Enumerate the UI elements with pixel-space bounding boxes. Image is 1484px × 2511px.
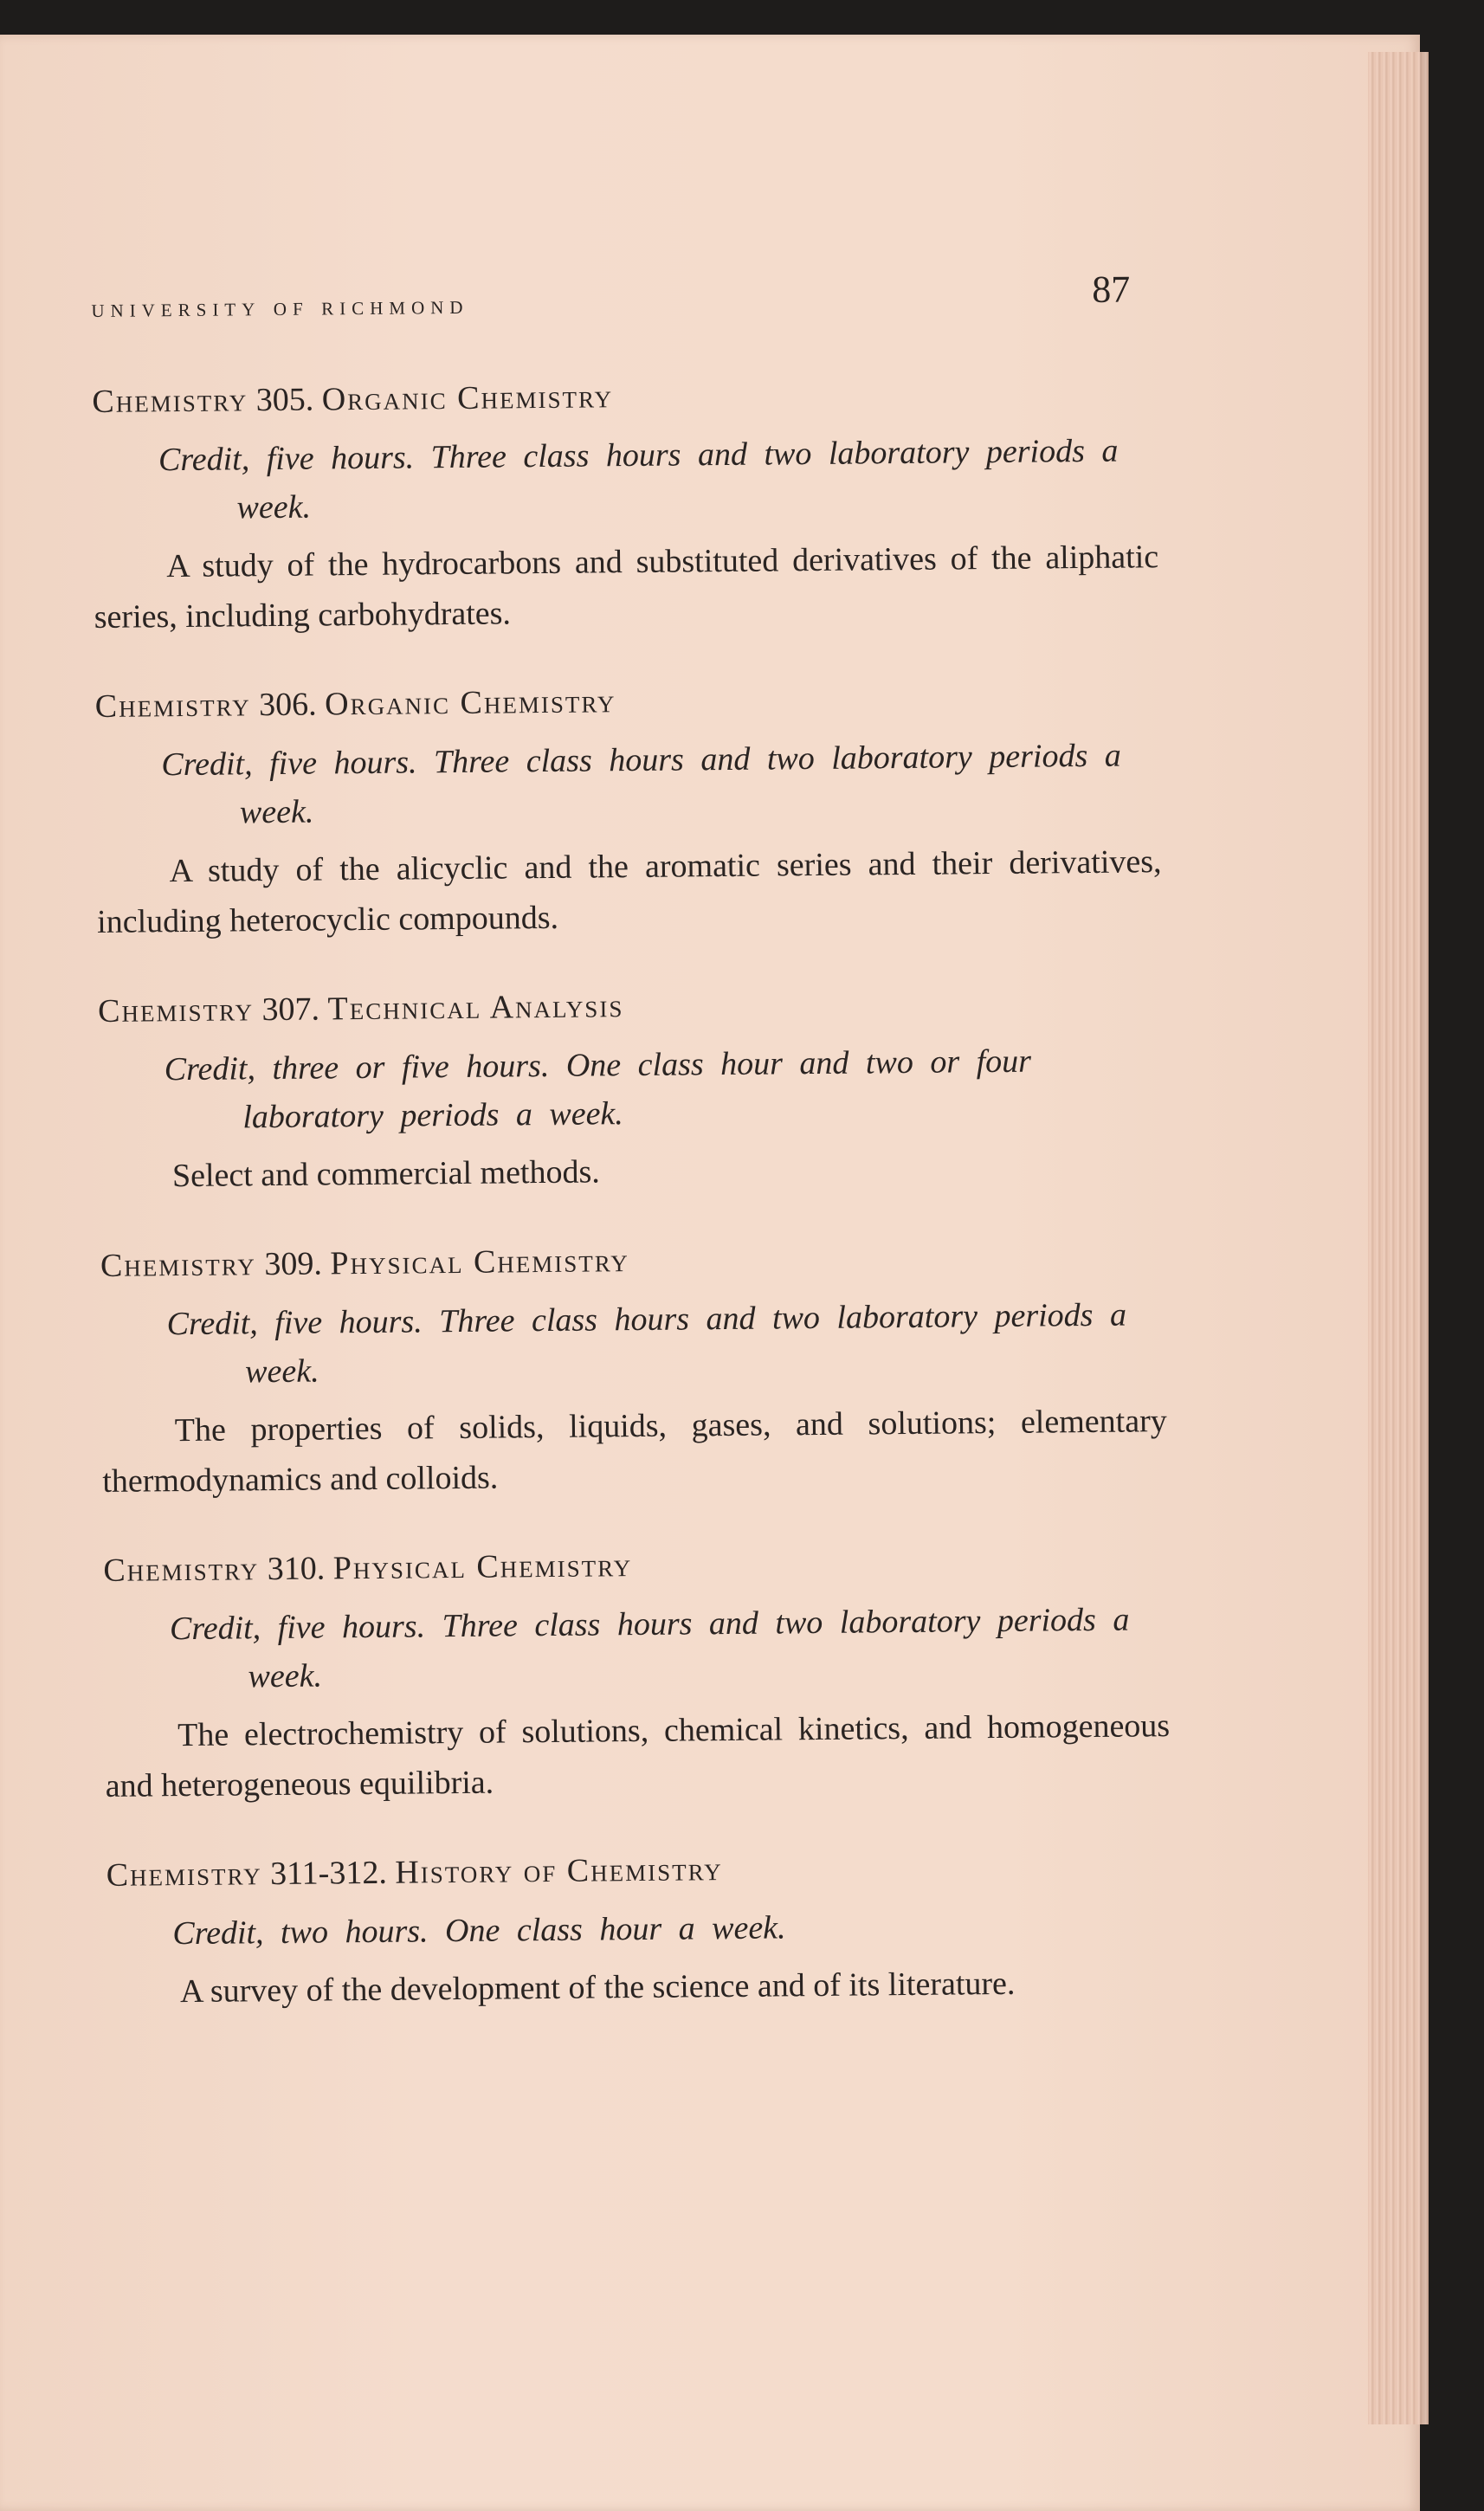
course-description: The properties of solids, liquids, gases, and solutions; elementary thermodynamics and colloids. <box>102 1403 1167 1500</box>
course-prefix: Chemistry <box>106 1856 262 1894</box>
course-credit: Credit, five hours. Three class hours and two laboratory periods a week. <box>158 432 1119 526</box>
course-title: Physical Chemistry <box>330 1243 630 1282</box>
course-credit: Credit, two hours. One class hour a week. <box>172 1909 786 1953</box>
course-heading <box>92 371 1157 423</box>
course-prefix: Chemistry <box>92 382 248 420</box>
course-title: History of Chemistry <box>395 1851 723 1891</box>
course-entry <box>100 1235 1168 1507</box>
page-content <box>91 267 1172 2017</box>
course-prefix: Chemistry <box>97 991 255 1030</box>
course-title: Organic Chemistry <box>324 683 616 723</box>
course-description: The electrochemistry of solutions, chemical kinetics, and homogeneous and heterogeneous equilibria. <box>105 1707 1171 1804</box>
course-credit: Credit, five hours. Three class hours and two laboratory periods a week. <box>166 1296 1127 1391</box>
course-credit: Credit, three or five hours. One class hour and two or four laboratory periods a week. <box>164 1042 1032 1136</box>
course-number: 306. <box>258 686 317 724</box>
course-heading <box>106 1844 1171 1896</box>
page-edges <box>1368 52 1429 2424</box>
course-title: Technical Analysis <box>327 988 624 1028</box>
course-title: Organic Chemistry <box>321 378 614 418</box>
course-heading <box>95 675 1160 727</box>
course-description: Select and commercial methods. <box>171 1153 600 1195</box>
course-entry <box>98 980 1165 1202</box>
course-description: A study of the alicyclic and the aromatic series and their derivatives, including heterocyclic compounds. <box>96 843 1162 940</box>
course-prefix: Chemistry <box>100 1246 257 1284</box>
course-prefix: Chemistry <box>94 687 251 725</box>
course-prefix: Chemistry <box>103 1551 260 1589</box>
running-head-title: university of richmond <box>91 290 469 323</box>
course-credit: Credit, five hours. Three class hours and two laboratory periods a week. <box>169 1601 1130 1695</box>
course-number: 311-312. <box>269 1854 388 1893</box>
course-number: 305. <box>255 381 314 419</box>
course-entry <box>106 1844 1172 2017</box>
page-number: 87 <box>1091 268 1131 311</box>
running-head <box>91 267 1157 338</box>
course-credit: Credit, five hours. Three class hours and two laboratory periods a week. <box>161 737 1121 831</box>
course-number: 307. <box>261 991 320 1029</box>
course-entry <box>92 371 1159 642</box>
course-heading <box>100 1235 1165 1287</box>
course-heading <box>98 980 1163 1032</box>
course-entry <box>95 675 1163 947</box>
course-heading <box>103 1540 1168 1591</box>
course-title: Physical Chemistry <box>332 1547 633 1587</box>
course-number: 310. <box>267 1550 326 1588</box>
course-description: A study of the hydrocarbons and substituted derivatives of the aliphatic series, including carbohydrates. <box>94 539 1159 636</box>
course-description: A survey of the development of the science and of its literature. <box>179 1965 1016 2011</box>
course-number: 309. <box>264 1245 323 1283</box>
course-entry <box>103 1540 1171 1811</box>
